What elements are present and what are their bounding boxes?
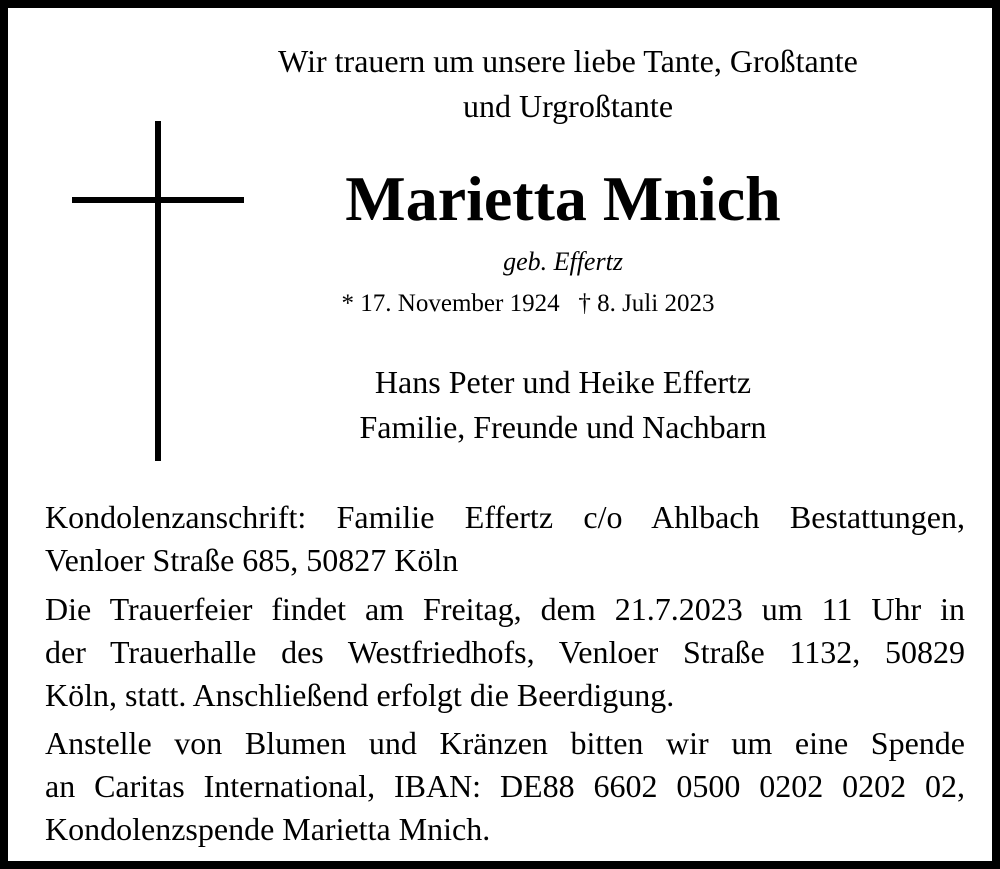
death-date: † 8. Juli 2023 xyxy=(578,290,715,317)
cross-icon-vertical xyxy=(155,121,161,461)
deceased-name: Marietta Mnich xyxy=(345,163,781,234)
donation-line-3: Kondolenzspende Marietta Mnich. xyxy=(45,811,491,847)
condolence-address xyxy=(45,496,965,582)
birth-name: geb. Effertz xyxy=(503,247,623,276)
funeral-line-1: Die Trauerfeier findet am Freitag, dem 21.7.2023 um 11 Uhr in xyxy=(45,591,965,627)
intro-line-2: und Urgroßtante xyxy=(462,88,674,124)
funeral-info xyxy=(45,588,965,717)
birth-date: * 17. November 1924 xyxy=(341,290,560,317)
condolence-line-1: Kondolenzanschrift: Familie Effertz c/o Ahlbach Bestattungen, xyxy=(45,499,965,535)
condolence-line-2: Venloer Straße 685, 50827 Köln xyxy=(45,542,459,578)
mourners-line-2: Familie, Freunde und Nachbarn xyxy=(359,409,767,445)
funeral-line-3: Köln, statt. Anschließend erfolgt die Beerdigung. xyxy=(45,677,675,713)
donation-line-1: Anstelle von Blumen und Kränzen bitten wir um eine Spende xyxy=(45,725,965,761)
life-dates xyxy=(278,288,778,320)
intro-line-1: Wir trauern um unsere liebe Tante, Großtante xyxy=(278,43,858,79)
donation-info xyxy=(45,722,965,851)
donation-line-2: an Caritas International, IBAN: DE88 6602 0500 0202 0202 02, xyxy=(45,768,965,804)
mourners-line-1: Hans Peter und Heike Effertz xyxy=(374,364,752,400)
cross-icon-horizontal xyxy=(72,197,244,203)
funeral-line-2: der Trauerhalle des Westfriedhofs, Venloer Straße 1132, 50829 xyxy=(45,634,965,670)
